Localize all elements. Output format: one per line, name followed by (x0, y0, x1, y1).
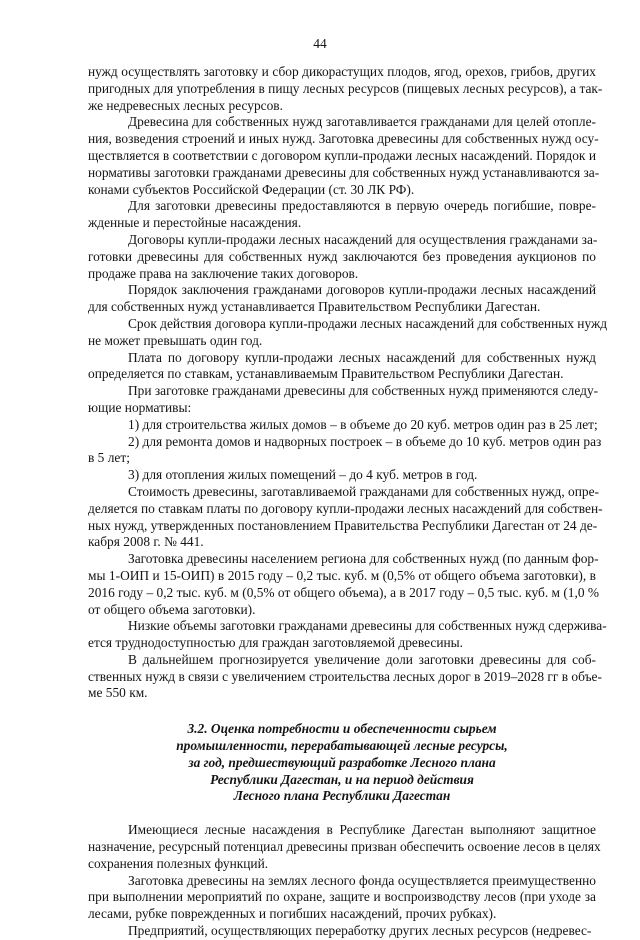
paragraph (88, 198, 596, 232)
paragraph (88, 618, 607, 652)
paragraph (88, 232, 596, 282)
text-line: Имеющиеся лесные насаждения в Республике Дагестан выполняют защитное (128, 822, 596, 838)
text-line: В дальнейшем прогнозируется увеличение доли заготовки древесины для соб- (128, 651, 596, 667)
text-line: ющие нормативы: (88, 399, 192, 415)
text-line: не может превышать один год. (88, 332, 263, 348)
text-line: ственных нужд в связи с увеличением строительства лесных дорог в 2019–2028 гг в объе- (88, 668, 602, 684)
text-line: нужд осуществлять заготовку и сбор дикорастущих плодов, ягод, орехов, грибов, других (88, 64, 596, 79)
text-line: ме 550 км. (88, 685, 148, 701)
text-line: нормативы заготовки гражданами древесины для собственных нужд устанавливаются за- (88, 164, 600, 180)
text-line: Срок действия договора купли-продажи лесных насаждений для собственных нужд (128, 315, 608, 331)
text-line: пригодных для употребления в пищу лесных ресурсов (пищевых лесных ресурсов), а так- (88, 80, 603, 96)
paragraph (88, 383, 599, 417)
text-line: для собственных нужд устанавливается Правительством Республики Дагестан. (88, 299, 541, 315)
text-line: 3) для отопления жилых помещений – до 4 куб. метров в год. (128, 467, 478, 483)
text-line: мы 1-ОИП и 15-ОИП) в 2015 году – 0,2 тыс. куб. м (0,5% от общего объема заготовки), в (88, 567, 596, 583)
text-line: Договоры купли-продажи лесных насаждений для осуществления гражданами за- (128, 231, 598, 247)
text-line: Для заготовки древесины предоставляются в первую очередь погибшие, повре- (128, 198, 596, 214)
text-line: деляется по ставкам платы по договору купли-продажи лесных насаждений для собствен- (88, 500, 603, 516)
page-body (88, 64, 608, 940)
section-heading (88, 721, 596, 805)
paragraph (88, 822, 601, 872)
text-line: Предприятий, осуществляющих переработку других лесных ресурсов (недревес- (128, 923, 592, 939)
text-line: жденные и перестойные насаждения. (88, 215, 302, 231)
section-heading-line: Лесного плана Республики Дагестан (233, 788, 451, 804)
text-line: назначение, ресурсный потенциал древесины призван обеспечить освоение лесов в целях (88, 839, 601, 855)
paragraph (88, 433, 602, 468)
paragraph (88, 873, 596, 923)
paragraph (88, 923, 596, 940)
text-line: готовки древесины для собственных нужд заключаются без проведения аукционов по (88, 248, 596, 264)
paragraphs-after-section (88, 822, 601, 940)
section-heading-line: Республики Дагестан, и на период действия (210, 771, 474, 787)
paragraph (88, 350, 596, 384)
text-line: 2) для ремонта домов и надворных построек – в объеме до 10 куб. метров один раз (128, 433, 602, 449)
text-line: Плата по договору купли-продажи лесных насаждений для собственных нужд (128, 349, 596, 365)
text-line: Заготовка древесины населением региона для собственных нужд (по данным фор- (128, 551, 599, 567)
paragraph (88, 315, 608, 350)
text-line: ных нужд, утвержденных постановлением Правительства Республики Дагестан от 24 де- (88, 517, 598, 533)
text-line: Стоимость древесины, заготавливаемой гражданами для собственных нужд, опре- (128, 483, 600, 499)
text-line: Низкие объемы заготовки гражданами древесины для собственных нужд сдержива- (128, 618, 607, 634)
text-line: Древесина для собственных нужд заготавливается гражданами для целей отопле- (128, 114, 596, 130)
paragraph (88, 551, 600, 618)
text-line: Порядок заключения гражданами договоров купли-продажи лесных насаждений (128, 282, 596, 298)
paragraph (88, 483, 603, 551)
paragraph (88, 64, 603, 114)
section-heading-line: за год, предшествующий разработке Лесного плана (188, 754, 496, 770)
text-line: ния, возведения строений и иных нужд. Заготовка древесины для собственных нужд осу- (88, 131, 599, 147)
text-line: кабря 2008 г. № 441. (88, 534, 204, 550)
text-line: определяется по ставкам, устанавливаемым Правительством Республики Дагестан. (88, 366, 564, 382)
text-line: ществляется в соответствии с договором купли-продажи лесных насаждений. Порядок и (88, 147, 596, 163)
text-line: сохранения полезных функций. (88, 855, 269, 871)
paragraphs-before-section (88, 64, 608, 702)
text-line: 1) для строительства жилых домов – в объеме до 20 куб. метров один раз в 25 лет; (128, 416, 598, 432)
paragraph (88, 282, 596, 316)
paragraph (88, 114, 600, 198)
section-heading-line: промышленности, перерабатывающей лесные ресурсы, (176, 738, 508, 754)
text-line: же недревесных лесных ресурсов. (88, 97, 283, 113)
paragraph (88, 417, 596, 434)
text-line: в 5 лет; (88, 450, 130, 466)
text-line: лесами, рубке поврежденных и погибших насаждений, прочих рубках). (88, 906, 497, 922)
section-heading-line: 3.2. Оценка потребности и обеспеченности сырьем (187, 721, 497, 737)
text-line: продаже права на заключение таких договоров. (88, 265, 359, 281)
text-line: от общего объема заготовки). (88, 601, 256, 617)
text-line: При заготовке гражданами древесины для собственных нужд применяются следу- (128, 383, 599, 399)
text-line: ется труднодоступностью для граждан заготовляемой древесины. (88, 635, 463, 651)
text-line: при выполнении мероприятий по охране, защите и воспроизводству лесов (при уходе за (88, 889, 596, 905)
paragraph (88, 467, 596, 484)
text-line: 2016 году – 0,2 тыс. куб. м (0,5% от общего объема), а в 2017 году – 0,5 тыс. куб. м (1,0 % (88, 584, 600, 600)
page-number: 44 (313, 36, 327, 51)
paragraph (88, 651, 602, 702)
text-line: Заготовка древесины на землях лесного фонда осуществляется преимущественно (128, 872, 596, 888)
text-line: конами субъектов Российской Федерации (ст. 30 ЛК РФ). (88, 181, 415, 197)
